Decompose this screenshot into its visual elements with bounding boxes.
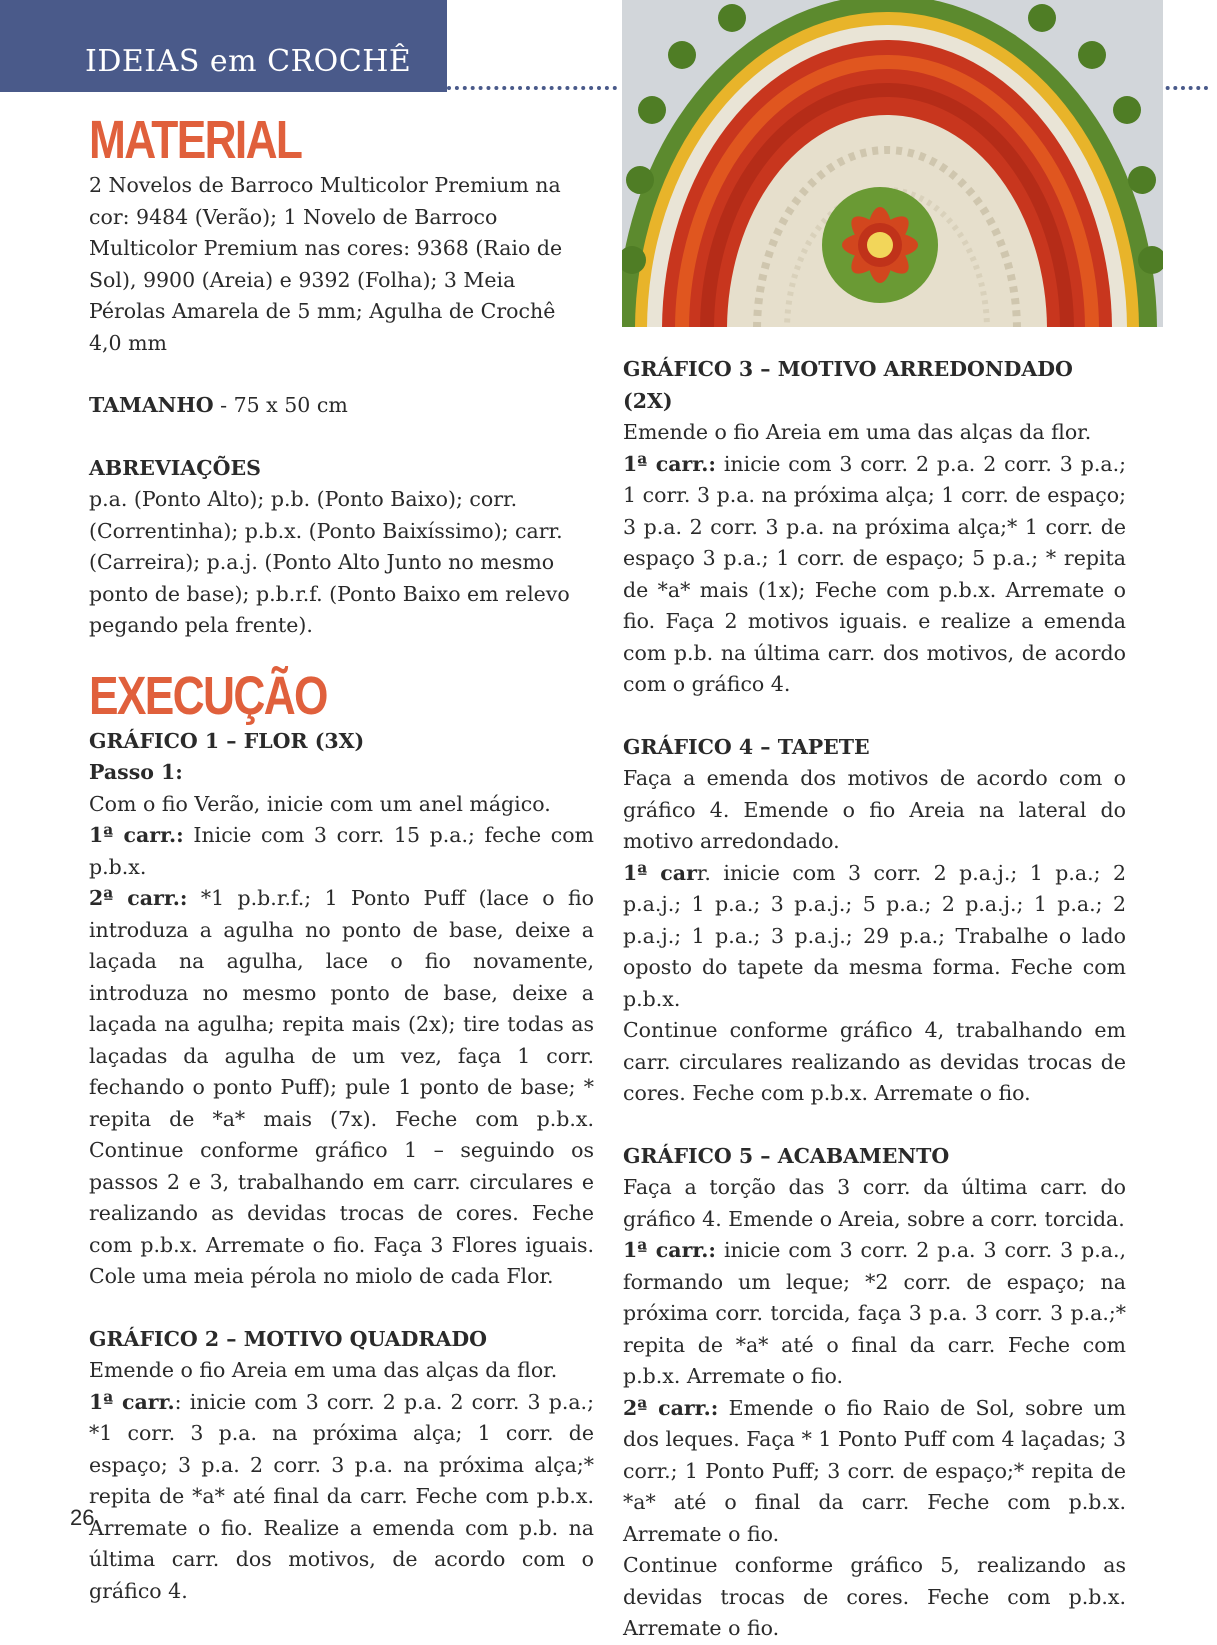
tamanho-line [89,390,594,422]
g5-row1 [623,1235,1126,1393]
g4-intro: Faça a emenda dos motivos de acordo com o gráfico 4. Emende o fio Areia na lateral do motivo arredondado. [623,766,1126,853]
g5-row2-label: 2ª carr.: [623,1395,719,1420]
header-dotted-rule-right [1158,86,1208,90]
execucao-heading: EXECUÇÃO [89,665,327,726]
g4-title: GRÁFICO 4 – TAPETE [623,734,870,759]
magazine-title: IDEIAS em CROCHÊ [85,44,412,79]
left-column [89,110,594,1607]
g1-row2 [89,883,594,1293]
page-number: 26 [70,1505,95,1530]
g3-row1 [623,449,1126,701]
g2-row1-label: 1ª carr. [89,1389,175,1414]
right-column [623,354,1126,1645]
g5-row2-text: Emende o fio Raio de Sol, sobre um dos leques. Faça * 1 Ponto Puff com 4 laçadas; 3 corr.; 1 Ponto Puff; 3 corr. de espaço;* repita de *a* até o final da carr. Feche com p.b.x. Arremate o fio. [623,1395,1126,1546]
g2-intro: Emende o fio Areia em uma das alças da flor. [89,1358,558,1382]
g5-row1-label: 1ª carr.: [623,1238,716,1262]
g1-row1-text: Inicie com 3 corr. 15 p.a.; feche com p.b.x. [89,823,594,879]
g1-title: GRÁFICO 1 – FLOR (3X) [89,728,365,753]
g5-row2 [623,1393,1126,1551]
g1-row1-label: 1ª carr.: [89,823,184,847]
g5-title: GRÁFICO 5 – ACABAMENTO [623,1143,950,1168]
g2-row1 [89,1387,594,1608]
abreviacoes-text: p.a. (Ponto Alto); p.b. (Ponto Baixo); corr. (Correntinha); p.b.x. (Ponto Baixíssimo); carr. (Carreira); p.a.j. (Ponto Alto Junto no mesmo ponto de base); p.b.r.f. (Ponto Baixo em relevo pegando pela frente). [89,487,570,637]
g1-row1 [89,820,594,883]
g4-continue: Continue conforme gráfico 4, trabalhando em carr. circulares realizando as devidas trocas de cores. Feche com p.b.x. Arremate o fio. [623,1018,1126,1105]
material-heading: MATERIAL [89,110,302,170]
g4-row1-label: 1ª car [623,860,697,885]
g5-continue: Continue conforme gráfico 5, realizando as devidas trocas de cores. Feche com p.b.x. Arremate o fio. [623,1553,1126,1640]
g4-row1 [623,858,1126,1016]
material-text: 2 Novelos de Barroco Multicolor Premium na cor: 9484 (Verão); 1 Novelo de Barroco Multicolor Premium nas cores: 9368 (Raio de Sol), 9900 (Areia) e 9392 (Folha); 3 Meia Pérolas Amarela de 5 mm; Agulha de Crochê 4,0 mm [89,173,563,355]
header-dotted-rule [447,86,617,90]
crochet-rug-photo [622,0,1163,327]
g2-title: GRÁFICO 2 – MOTIVO QUADRADO [89,1326,487,1351]
tamanho-label: TAMANHO [89,393,214,417]
tamanho-value: - 75 x 50 cm [213,393,348,417]
g1-row2-label: 2ª carr.: [89,886,188,910]
g1-intro: Com o fio Verão, inicie com um anel mágico. [89,791,551,816]
g5-intro: Faça a torção das 3 corr. da última carr. do gráfico 4. Emende o Areia, sobre a corr. torcida. [623,1175,1126,1231]
g3-title: GRÁFICO 3 – MOTIVO ARREDONDADO (2X) [623,357,1073,413]
g3-row1-label: 1ª carr.: [623,451,716,476]
g5-row1-text: inicie com 3 corr. 2 p.a. 3 corr. 3 p.a., formando um leque; *2 corr. de espaço; na próxima corr. torcida, faça 3 p.a. 3 corr. 3 p.a.;* repita de *a* até o final da carr. Feche com p.b.x. Arremate o fio. [623,1238,1126,1388]
g2-row1-text: : inicie com 3 corr. 2 p.a. 2 corr. 3 p.a.; *1 corr. 3 p.a. na próxima alça; 1 corr. de espaço; 3 p.a. 2 corr. 3 p.a. na próxima alça;* repita de *a* até final da carr. Feche com p.b.x. Arremate o fio. Realize a emenda com p.b. na última carr. dos motivos, de acordo com o gráfico 4. [89,1389,594,1603]
g1-row2-text: *1 p.b.r.f.; 1 Ponto Puff (lace o fio introduza a agulha no ponto de base, deixe a laçada na agulha, lace o fio novamente, introduza no mesmo ponto de base, deixe a laçada na agulha; repita mais (2x); tire todas as laçadas da agulha de um vez, faça 1 corr. fechando o ponto Puff); pule 1 ponto de base; * repita de *a* mais (7x). Feche com p.b.x. Continue conforme gráfico 1 – seguindo os passos 2 e 3, trabalhando em carr. circulares e realizando as devidas trocas de cores. Feche com p.b.x. Arremate o fio. Faça 3 Flores iguais. Cole uma meia pérola no miolo de cada Flor. [89,886,594,1288]
g4-row1-text: r. inicie com 3 corr. 2 p.a.j.; 1 p.a.; 2 p.a.j.; 1 p.a.; 3 p.a.j.; 5 p.a.; 2 p.a.j.; 1 p.a.; 2 p.a.j.; 1 p.a.; 3 p.a.j.; 29 p.a.; Trabalhe o lado oposto do tapete da mesma forma. Feche com p.b.x. [623,860,1126,1011]
g3-row1-text: inicie com 3 corr. 2 p.a. 2 corr. 3 p.a.; 1 corr. 3 p.a. na próxima alça; 1 corr. de espaço; 3 p.a. 2 corr. 3 p.a. na próxima alça;* 1 corr. de espaço 3 p.a.; 1 corr. de espaço; 5 p.a.; * repita de *a* mais (1x); Feche com p.b.x. Arremate o fio. Faça 2 motivos iguais. e realize a emenda com p.b. na última carr. dos motivos, de acordo com o gráfico 4. [623,451,1126,696]
abreviacoes-heading: ABREVIAÇÕES [89,455,261,480]
g3-intro: Emende o fio Areia em uma das alças da flor. [623,420,1092,444]
g1-passo: Passo 1: [89,760,183,784]
